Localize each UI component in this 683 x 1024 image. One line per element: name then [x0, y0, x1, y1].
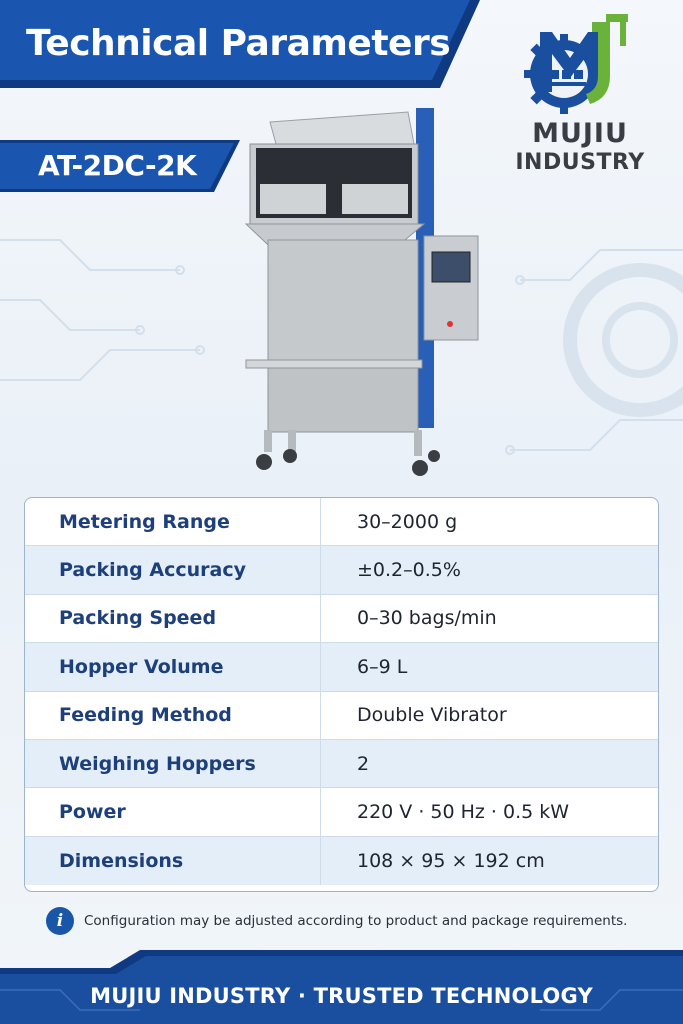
parameters-table: [24, 497, 659, 892]
table-row: [25, 546, 658, 594]
brand-name: MUJIU: [532, 118, 628, 149]
brand-subtitle: INDUSTRY: [515, 150, 645, 175]
param-label: Weighing Hoppers: [25, 740, 321, 787]
param-value: 6–9 L: [357, 655, 408, 678]
param-value: ±0.2–0.5%: [357, 559, 461, 582]
param-label: Dimensions: [25, 837, 321, 885]
table-row: [25, 788, 658, 836]
param-label: Packing Accuracy: [25, 546, 321, 593]
param-value: 108 × 95 × 192 cm: [357, 849, 545, 872]
table-row: [25, 643, 658, 691]
weighing-machine-image: [238, 100, 488, 480]
param-label: Feeding Method: [25, 692, 321, 739]
table-row: [25, 595, 658, 643]
param-value: 220 V · 50 Hz · 0.5 kW: [357, 801, 570, 824]
note-text: Configuration may be adjusted according to product and package requirements.: [84, 913, 628, 929]
mujiu-logo-icon: [520, 12, 636, 122]
info-icon: i: [46, 907, 74, 935]
param-label: Metering Range: [25, 498, 321, 545]
page-title: Technical Parameters: [26, 23, 451, 64]
param-value: 0–30 bags/min: [357, 607, 497, 630]
table-row: [25, 740, 658, 788]
param-label: Hopper Volume: [25, 643, 321, 690]
footer-tagline: MUJIU INDUSTRY · TRUSTED TECHNOLOGY: [90, 984, 593, 1008]
param-label: Power: [25, 788, 321, 835]
table-row: [25, 692, 658, 740]
param-value: Double Vibrator: [357, 704, 507, 727]
model-number: AT-2DC-2K: [38, 149, 197, 182]
table-row: [25, 498, 658, 546]
table-row: [25, 837, 658, 885]
configuration-note: [46, 905, 646, 937]
param-value: 2: [357, 752, 370, 775]
param-label: Packing Speed: [25, 595, 321, 642]
param-value: 30–2000 g: [357, 510, 458, 533]
